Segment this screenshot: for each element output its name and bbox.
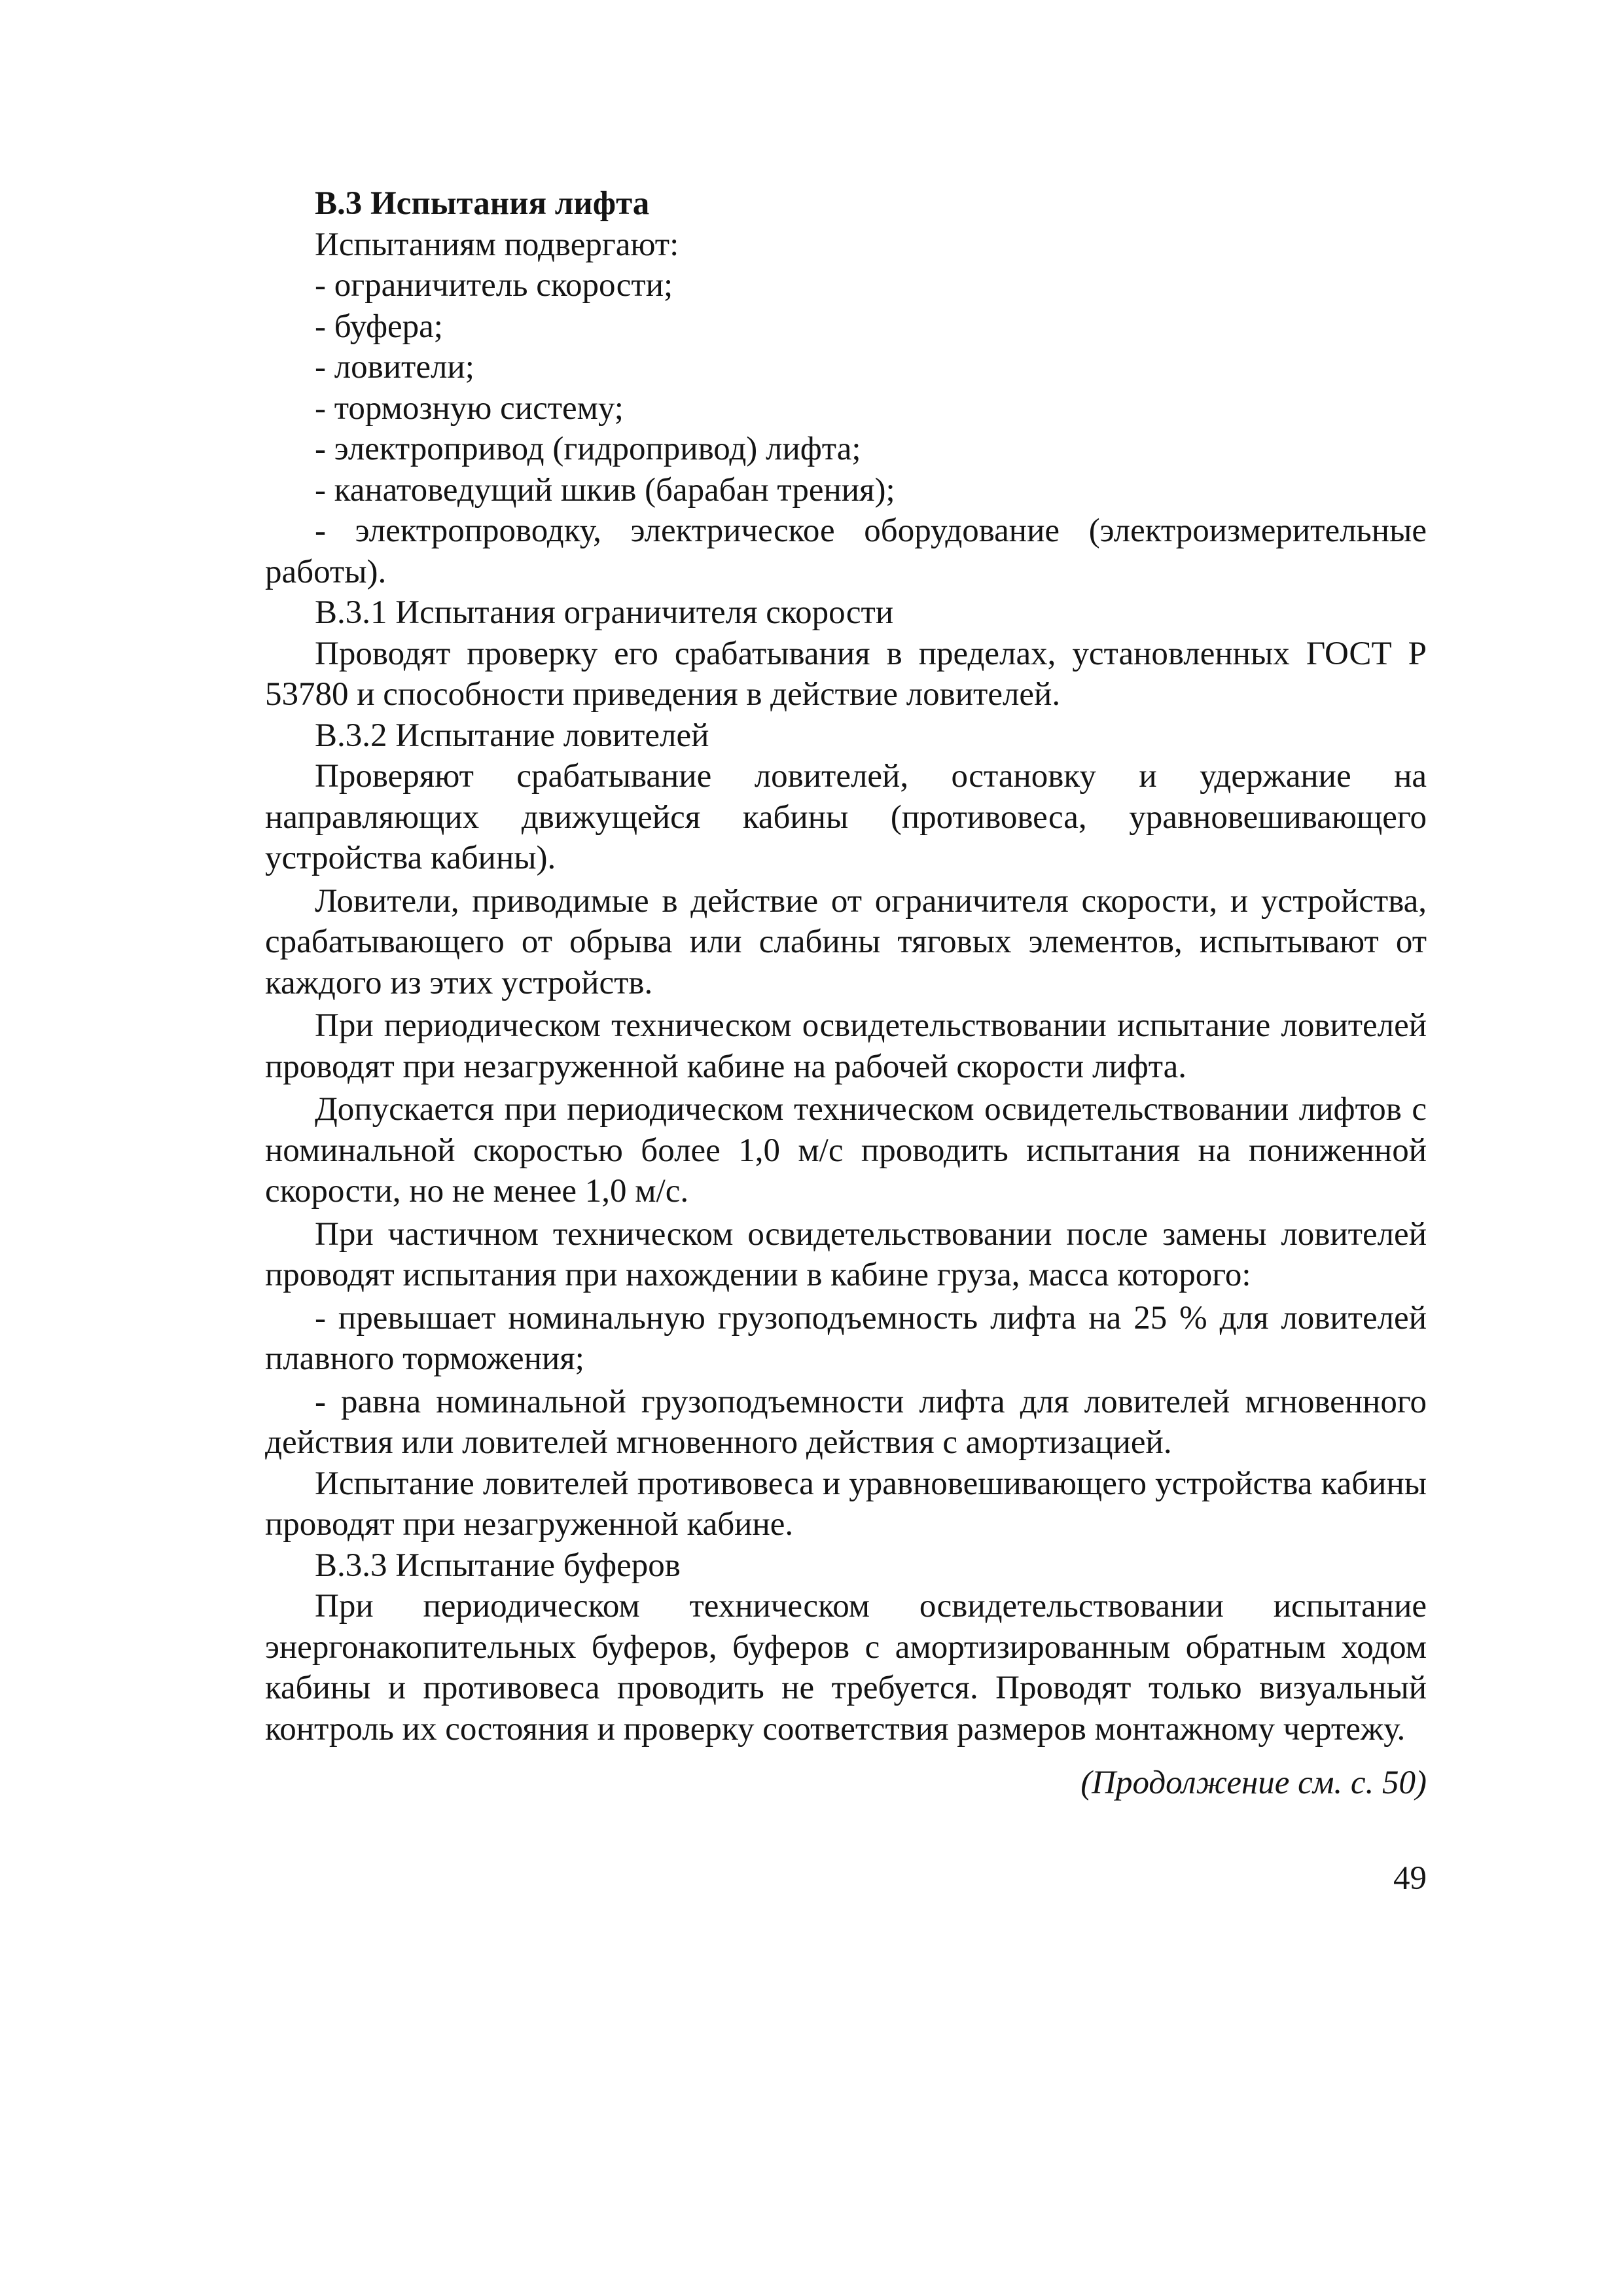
intro-text: Испытаниям подвергают: <box>315 226 679 263</box>
paragraph: Проводят проверку его срабатывания в пределах, установленных ГОСТ Р 53780 и способности приведения в действие ловителей. <box>265 635 1427 713</box>
continuation-note: (Продолжение см. с. 50) <box>1080 1765 1427 1801</box>
list-item: - канатоведущий шкив (барабан трения); <box>315 471 895 509</box>
subsection-title-3-2: В.3.2 Испытание ловителей <box>315 717 709 754</box>
paragraph: Ловители, приводимые в действие от ограничителя скорости, и устройства, срабатывающего от обрыва или слабины тяговых элементов, испытывают от каждого из этих устройств. <box>265 882 1427 1001</box>
subsection-title-3-1: В.3.1 Испытания ограничителя скорости <box>315 594 894 631</box>
test-items-list <box>265 265 1427 592</box>
paragraph: При частичном техническом освидетельствовании после замены ловителей проводят испытания при нахождении в кабине груза, масса которого: <box>265 1215 1427 1293</box>
document-page <box>265 183 1427 1899</box>
page-number: 49 <box>1393 1859 1427 1897</box>
paragraph: При периодическом техническом освидетельствовании испытание энергонакопительных буферов, буферов с амортизированным обратным ходом кабины и противовеса проводить не требуется. Проводят только визуальный контроль их состояния и проверку соответствия размеров монтажному чертежу. <box>265 1588 1427 1748</box>
paragraph: Проверяют срабатывание ловителей, остановку и удержание на направляющих движущейся кабины (противовеса, уравновешивающего устройства кабины). <box>265 758 1427 876</box>
list-item: - электропроводку, электрическое оборудование (электроизмерительные работы). <box>265 512 1427 590</box>
list-item: - равна номинальной грузоподъемности лифта для ловителей мгновенного действия или ловителей мгновенного действия с амортизацией. <box>265 1383 1427 1461</box>
list-item: - ловители; <box>315 349 474 386</box>
list-item: - буфера; <box>315 308 443 345</box>
section-heading: В.3 Испытания лифта <box>315 185 650 222</box>
list-item: - превышает номинальную грузоподъемность лифта на 25 % для ловителей плавного торможения; <box>265 1299 1427 1377</box>
paragraph: Допускается при периодическом техническом освидетельствовании лифтов с номинальной скоростью более 1,0 м/с проводить испытания на пониженной скорости, но не менее 1,0 м/с. <box>265 1091 1427 1210</box>
subsection-title-3-3: В.3.3 Испытание буферов <box>315 1547 681 1584</box>
paragraph: При периодическом техническом освидетельствовании испытание ловителей проводят при незагруженной кабине на рабочей скорости лифта. <box>265 1007 1427 1085</box>
paragraph: Испытание ловителей противовеса и уравновешивающего устройства кабины проводят при незагруженной кабине. <box>265 1465 1427 1543</box>
list-item: - ограничитель скорости; <box>315 267 673 304</box>
list-item: - тормозную систему; <box>315 389 624 427</box>
list-item: - электропривод (гидропривод) лифта; <box>315 431 861 467</box>
load-items-list <box>265 1298 1427 1463</box>
